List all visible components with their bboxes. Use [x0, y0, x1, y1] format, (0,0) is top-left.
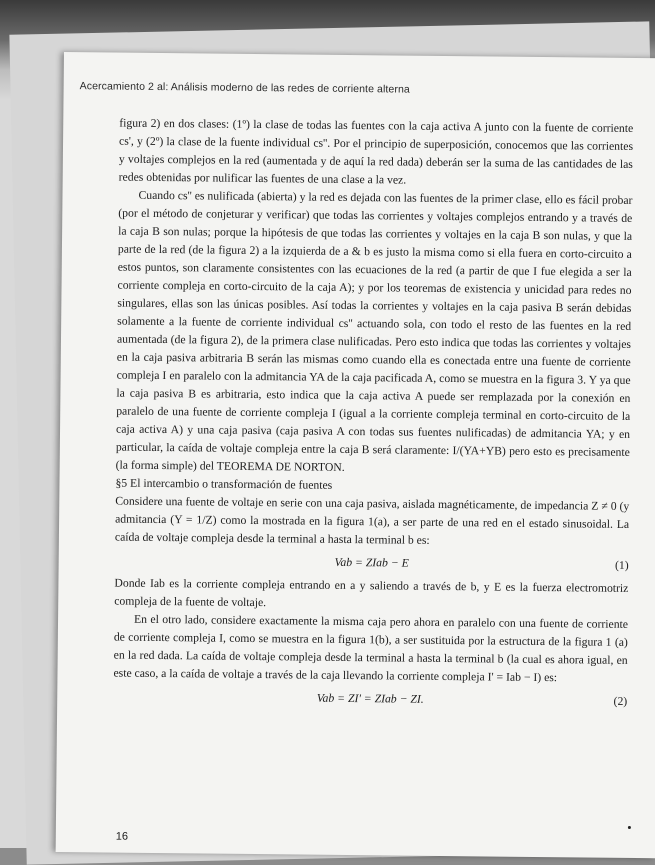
- page-body: [113, 115, 633, 716]
- equation-2: [113, 683, 627, 716]
- document-page: [56, 52, 655, 858]
- section-paragraph-1: Considere una fuente de voltaje en serie con una caja pasiva, aislada magnéticamente, de impedancia Z ≠ 0 (y admitancia (Y = 1/Z) como la mostrada en la figura 1(a), a ser parte de una red en el estado sinusoidal. La caída de voltaje compleja desde la terminal a hasta la terminal b es:: [114, 494, 630, 547]
- section-paragraph-3: En el otro lado, considere exactamente la misma caja pero ahora en paralelo con una fuente de corriente de corriente compleja I, como se muestra en la figura 1(b), a ser sustituida por la estructura de la figura 1 (a) en la red dada. La caída de voltaje compleja desde la terminal a hasta la terminal b (la cual es ahora igual, en este caso, a la caída de voltaje a través de la caja llevando la corriente compleja I' = Iab − I) es:: [113, 612, 629, 685]
- equation-1-number: (1): [614, 558, 629, 572]
- paragraph-1: figura 2) en dos clases: (1º) la clase de todas las fuentes con la caja activa A junto con la fuente de corriente cs', y (2º) la clase de la fuente individual cs''. Por el principio de superposición, conocemos que las corrientes y voltajes complejos en la red (aumentada y de aquí la red dada) deberán ser la suma de las cantidades de las redes obtenidas por nulificar las fuentes de una clase a la vez.: [118, 116, 634, 187]
- equation-2-number: (2): [613, 694, 628, 708]
- section-paragraph-2: Donde Iab es la corriente compleja entrando en a y saliendo a través de b, y E es la fuerza electromotriz compleja de la fuente de voltaje.: [114, 576, 629, 610]
- scan-speck: [628, 826, 631, 829]
- equation-1-expression: Vab = ZIab − E: [334, 555, 409, 570]
- equation-1: [115, 547, 629, 580]
- paragraph-2: Cuando cs'' es nulificada (abierta) y la red es dejada con las fuentes de la primer clase, ello es fácil probar (por el método de conjeturar y verificar) que todas las corrientes y voltajes complejos entrando y a través de la caja B son nulas; porque la hipótesis de que todas las corrientes y voltajes en la caja B son nulas, y que la parte de la red (de la figura 2) a la izquierda de a & b es justo la misma como si ella fuera en corto-circuito a estos puntos, son claramente consistentes con las ecuaciones de la red (a partir de que I fue elegida a ser la corriente compleja en corto-circuito de la caja A); y por los teoremas de existencia y unicidad para redes no singulares, ellas son las únicas posibles. Así todas la corrientes y voltajes en la caja pasiva B serán debidas solamente a la fuente de corriente individual cs'' actuando sola, con todo el resto de las fuentes en la red aumentada (de la figura 2), de la primera clase nulificadas. Pero esto indica que todas las corrientes y voltajes en la caja pasiva arbitraria B serán las mismas como cuando ella es conectada entre una fuente de corriente compleja I en paralelo con la admitancia YA de la caja pacificada A, como se muestra en la figura 3. Y ya que la caja pasiva B es arbitraria, esto indica que la caja activa A puede ser remplazada por la conexión en paralelo de una fuente de corriente compleja I (igual a la corriente compleja terminal en corto-circuito de la caja activa A) y una caja pasiva (caja pasiva A con todas sus fuentes nulificadas) de admitancia YA; y en particular, la caída de voltaje compleja entre la caja B será claramente: I/(YA+YB) pero esto es precisamente (la forma simple) del TEOREMA DE NORTON.: [115, 188, 633, 474]
- section-title: §5 El intercambio o transformación de fuentes: [115, 476, 333, 492]
- equation-2-expression: Vab = ZI' = ZIab − ZI.: [316, 691, 424, 706]
- running-header: Acercamiento 2 al: Análisis moderno de las redes de corriente alterna: [79, 80, 410, 96]
- page-number: 16: [115, 830, 129, 843]
